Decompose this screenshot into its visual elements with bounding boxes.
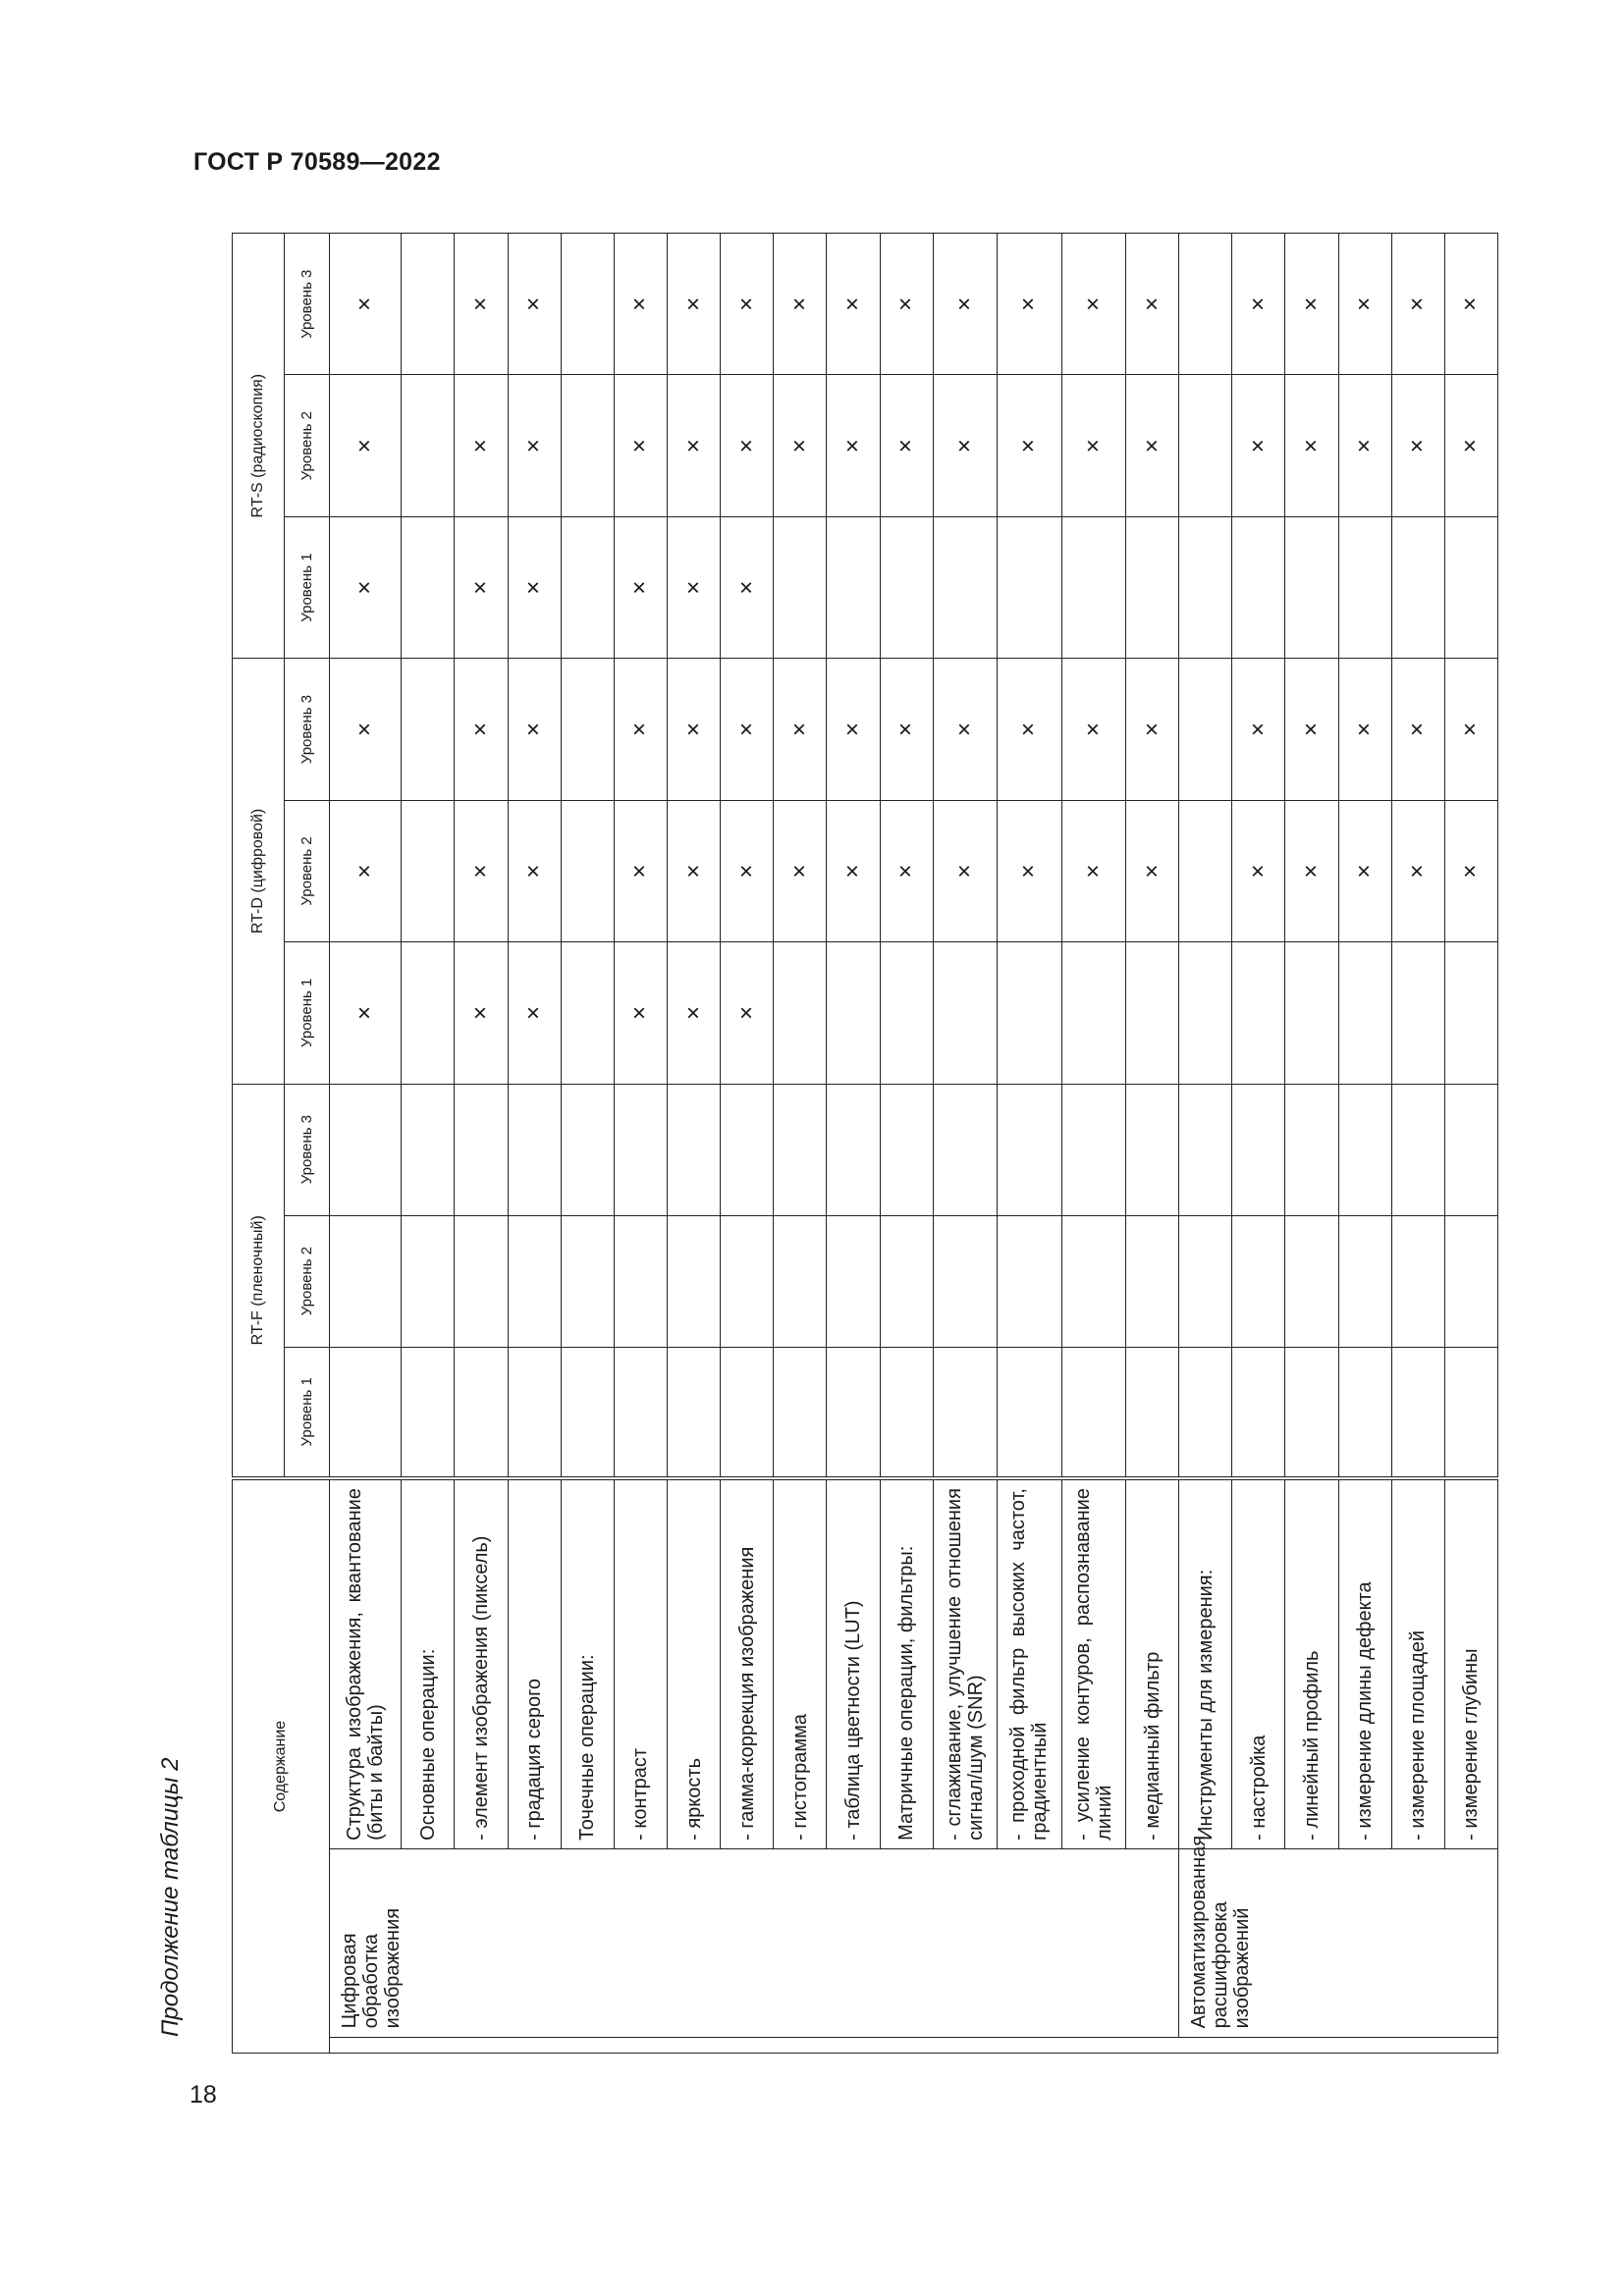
- level-mark-cell: ×: [1444, 375, 1497, 516]
- level-mark-cell: ×: [614, 800, 667, 941]
- table-row: [1338, 234, 1391, 2054]
- level-mark-cell: [1285, 942, 1338, 1084]
- level-mark-cell: ×: [774, 800, 827, 941]
- level-mark-cell: [1391, 1347, 1444, 1478]
- level-mark-cell: ×: [668, 800, 721, 941]
- level-mark-cell: ×: [1285, 375, 1338, 516]
- group-header-rtd: RT-D (цифровой): [233, 659, 285, 1084]
- table-row: [402, 234, 455, 2054]
- level-mark-cell: ×: [880, 659, 933, 800]
- level-mark-cell: ×: [1232, 234, 1285, 375]
- level-mark-cell: [721, 1084, 774, 1215]
- level-mark-cell: [1061, 942, 1125, 1084]
- level-mark-cell: ×: [1338, 800, 1391, 941]
- content-item: Матричные операции, фильтры:: [880, 1478, 933, 1848]
- level-mark-cell: ×: [880, 375, 933, 516]
- level-mark-cell: [1444, 1215, 1497, 1347]
- level-mark-cell: [402, 800, 455, 941]
- level-mark-cell: [668, 1215, 721, 1347]
- level-mark-cell: ×: [455, 942, 508, 1084]
- content-item: - гамма-коррекция изображения: [721, 1478, 774, 1848]
- level-mark-cell: ×: [998, 800, 1061, 941]
- level-mark-cell: [1179, 1084, 1232, 1215]
- level-mark-cell: [998, 1215, 1061, 1347]
- group-header-rts: RT-S (радиоскопия): [233, 234, 285, 659]
- level-mark-cell: [1444, 1347, 1497, 1478]
- level-mark-cell: [933, 1215, 997, 1347]
- level-mark-cell: ×: [1391, 234, 1444, 375]
- level-mark-cell: ×: [508, 516, 561, 658]
- level-mark-cell: ×: [668, 234, 721, 375]
- level-mark-cell: ×: [1061, 234, 1125, 375]
- level-header: Уровень 1: [285, 1347, 330, 1478]
- content-item: - таблица цветности (LUT): [827, 1478, 880, 1848]
- level-mark-cell: ×: [827, 800, 880, 941]
- level-mark-cell: [561, 942, 614, 1084]
- level-mark-cell: [1061, 1347, 1125, 1478]
- level-mark-cell: ×: [1444, 659, 1497, 800]
- table-row: [721, 234, 774, 2054]
- table-row: [1061, 234, 1125, 2054]
- level-mark-cell: [1338, 1215, 1391, 1347]
- level-mark-cell: ×: [508, 234, 561, 375]
- level-mark-cell: ×: [1444, 800, 1497, 941]
- table-row: [561, 234, 614, 2054]
- level-mark-cell: [933, 516, 997, 658]
- level-mark-cell: [1061, 1215, 1125, 1347]
- content-item: - сглаживание, улучшение отношения сигнал/шум (SNR): [933, 1478, 997, 1848]
- level-mark-cell: [1391, 942, 1444, 1084]
- level-header: Уровень 3: [285, 1084, 330, 1215]
- level-mark-cell: [1285, 1084, 1338, 1215]
- table-row: [1179, 234, 1232, 2054]
- content-item: - гистограмма: [774, 1478, 827, 1848]
- level-mark-cell: [880, 516, 933, 658]
- level-mark-cell: ×: [1232, 659, 1285, 800]
- level-mark-cell: [402, 659, 455, 800]
- level-mark-cell: [455, 1215, 508, 1347]
- level-mark-cell: [1285, 1347, 1338, 1478]
- category-cell: Цифровая обработка изображения: [330, 1848, 1179, 2038]
- table-row: [1444, 234, 1497, 2054]
- level-mark-cell: ×: [330, 942, 402, 1084]
- level-mark-cell: ×: [330, 516, 402, 658]
- level-mark-cell: [330, 1084, 402, 1215]
- level-mark-cell: [1391, 516, 1444, 658]
- level-mark-cell: ×: [1125, 659, 1178, 800]
- level-mark-cell: ×: [1338, 659, 1391, 800]
- level-mark-cell: [1338, 1084, 1391, 1215]
- level-mark-cell: [402, 516, 455, 658]
- level-mark-cell: ×: [668, 659, 721, 800]
- content-item: - проходной фильтр высоких частот, градиентный: [998, 1478, 1061, 1848]
- level-mark-cell: [1338, 516, 1391, 658]
- group-header-rtf: RT-F (пленочный): [233, 1084, 285, 1478]
- level-mark-cell: [1391, 1084, 1444, 1215]
- level-mark-cell: ×: [933, 659, 997, 800]
- level-mark-cell: ×: [668, 942, 721, 1084]
- table-row: [1391, 234, 1444, 2054]
- level-mark-cell: ×: [1061, 659, 1125, 800]
- level-mark-cell: ×: [1232, 375, 1285, 516]
- content-item: Структура изображения, квантование (биты и байты): [330, 1478, 402, 1848]
- level-mark-cell: [561, 800, 614, 941]
- level-mark-cell: ×: [880, 234, 933, 375]
- level-header: Уровень 2: [285, 375, 330, 516]
- level-mark-cell: [1232, 942, 1285, 1084]
- level-mark-cell: ×: [330, 234, 402, 375]
- level-mark-cell: ×: [933, 234, 997, 375]
- level-mark-cell: [1285, 1215, 1338, 1347]
- level-mark-cell: [774, 1084, 827, 1215]
- level-mark-cell: ×: [508, 942, 561, 1084]
- content-header: Содержание: [233, 1478, 330, 2053]
- level-mark-cell: ×: [508, 659, 561, 800]
- level-mark-cell: ×: [330, 659, 402, 800]
- level-mark-cell: [827, 1347, 880, 1478]
- level-mark-cell: ×: [1125, 800, 1178, 941]
- level-mark-cell: [998, 1084, 1061, 1215]
- level-mark-cell: ×: [1444, 234, 1497, 375]
- level-mark-cell: ×: [1232, 800, 1285, 941]
- level-mark-cell: ×: [1285, 659, 1338, 800]
- level-mark-cell: ×: [668, 516, 721, 658]
- level-mark-cell: [561, 234, 614, 375]
- level-mark-cell: [721, 1347, 774, 1478]
- level-mark-cell: [827, 942, 880, 1084]
- level-mark-cell: [402, 234, 455, 375]
- level-mark-cell: [330, 1347, 402, 1478]
- level-mark-cell: [998, 516, 1061, 658]
- level-mark-cell: ×: [721, 234, 774, 375]
- level-mark-cell: [330, 1215, 402, 1347]
- content-item: - настройка: [1232, 1478, 1285, 1848]
- level-mark-cell: ×: [827, 375, 880, 516]
- level-header: Уровень 1: [285, 942, 330, 1084]
- level-mark-cell: ×: [455, 516, 508, 658]
- level-mark-cell: [880, 1215, 933, 1347]
- level-mark-cell: ×: [508, 375, 561, 516]
- level-mark-cell: [1232, 1215, 1285, 1347]
- level-mark-cell: [455, 1347, 508, 1478]
- level-mark-cell: ×: [614, 516, 667, 658]
- level-mark-cell: ×: [933, 800, 997, 941]
- level-mark-cell: ×: [614, 942, 667, 1084]
- level-mark-cell: [774, 942, 827, 1084]
- rotated-table-wrapper: [232, 233, 1498, 2054]
- level-mark-cell: ×: [455, 800, 508, 941]
- level-mark-cell: [774, 1215, 827, 1347]
- table-row: [668, 234, 721, 2054]
- content-item: - элемент изображения (пиксель): [455, 1478, 508, 1848]
- table-row: [455, 234, 508, 2054]
- level-mark-cell: [1338, 1347, 1391, 1478]
- content-item: - градация серого: [508, 1478, 561, 1848]
- level-mark-cell: ×: [721, 800, 774, 941]
- table-row: [827, 234, 880, 2054]
- level-header: Уровень 2: [285, 800, 330, 941]
- qualification-table: [232, 233, 1498, 2054]
- level-mark-cell: [1179, 375, 1232, 516]
- standard-title: ГОСТ Р 70589—2022: [193, 148, 441, 176]
- level-mark-cell: [1338, 942, 1391, 1084]
- content-item: - медианный фильтр: [1125, 1478, 1178, 1848]
- level-mark-cell: ×: [721, 375, 774, 516]
- content-item: Инструменты для измерения:: [1179, 1478, 1232, 1848]
- level-mark-cell: [508, 1084, 561, 1215]
- level-mark-cell: [1232, 1347, 1285, 1478]
- content-item: - усиление контуров, распознавание линий: [1061, 1478, 1125, 1848]
- level-mark-cell: [614, 1347, 667, 1478]
- level-mark-cell: ×: [455, 659, 508, 800]
- level-mark-cell: ×: [1338, 234, 1391, 375]
- level-mark-cell: ×: [774, 659, 827, 800]
- level-mark-cell: [1444, 1084, 1497, 1215]
- content-item: - измерение площадей: [1391, 1478, 1444, 1848]
- level-mark-cell: ×: [827, 659, 880, 800]
- level-mark-cell: ×: [1061, 375, 1125, 516]
- level-mark-cell: [1125, 1215, 1178, 1347]
- table-row: [614, 234, 667, 2054]
- level-mark-cell: [668, 1347, 721, 1478]
- level-mark-cell: [561, 375, 614, 516]
- level-header: Уровень 3: [285, 659, 330, 800]
- level-mark-cell: [402, 1347, 455, 1478]
- level-mark-cell: [827, 1215, 880, 1347]
- content-item: - контраст: [614, 1478, 667, 1848]
- level-mark-cell: ×: [1125, 234, 1178, 375]
- level-mark-cell: [455, 1084, 508, 1215]
- level-mark-cell: [402, 1215, 455, 1347]
- level-mark-cell: [561, 1084, 614, 1215]
- level-mark-cell: ×: [668, 375, 721, 516]
- table-continuation-caption: Продолжение таблицы 2: [157, 1757, 184, 2037]
- level-mark-cell: ×: [721, 942, 774, 1084]
- table-row: [330, 234, 402, 2054]
- level-mark-cell: [1125, 942, 1178, 1084]
- level-mark-cell: [508, 1215, 561, 1347]
- level-mark-cell: [827, 1084, 880, 1215]
- table-row: [1125, 234, 1178, 2054]
- level-mark-cell: [774, 1347, 827, 1478]
- level-mark-cell: [880, 1084, 933, 1215]
- page-number: 18: [189, 2081, 217, 2109]
- level-mark-cell: ×: [721, 659, 774, 800]
- level-mark-cell: [774, 516, 827, 658]
- content-item: - измерение глубины: [1444, 1478, 1497, 1848]
- level-mark-cell: [998, 942, 1061, 1084]
- level-mark-cell: ×: [1338, 375, 1391, 516]
- level-mark-cell: ×: [455, 234, 508, 375]
- level-mark-cell: ×: [1391, 800, 1444, 941]
- level-mark-cell: [1125, 516, 1178, 658]
- level-mark-cell: [402, 375, 455, 516]
- level-mark-cell: ×: [774, 234, 827, 375]
- content-item: - линейный профиль: [1285, 1478, 1338, 1848]
- level-mark-cell: [933, 942, 997, 1084]
- level-mark-cell: [1179, 1347, 1232, 1478]
- level-header: Уровень 3: [285, 234, 330, 375]
- level-mark-cell: [508, 1347, 561, 1478]
- level-mark-cell: [1179, 800, 1232, 941]
- level-mark-cell: [1444, 942, 1497, 1084]
- level-mark-cell: ×: [1061, 800, 1125, 941]
- level-mark-cell: [880, 1347, 933, 1478]
- level-mark-cell: [880, 942, 933, 1084]
- spacer-column: [330, 2038, 1498, 2054]
- level-mark-cell: ×: [998, 659, 1061, 800]
- level-mark-cell: ×: [1285, 234, 1338, 375]
- level-mark-cell: [402, 942, 455, 1084]
- level-mark-cell: [561, 1347, 614, 1478]
- level-mark-cell: ×: [721, 516, 774, 658]
- content-item: - измерение длины дефекта: [1338, 1478, 1391, 1848]
- level-mark-cell: [1061, 1084, 1125, 1215]
- table-row: [933, 234, 997, 2054]
- level-mark-cell: ×: [330, 375, 402, 516]
- level-mark-cell: [721, 1215, 774, 1347]
- table-row: [1232, 234, 1285, 2054]
- level-mark-cell: ×: [880, 800, 933, 941]
- level-mark-cell: [1125, 1084, 1178, 1215]
- level-mark-cell: ×: [933, 375, 997, 516]
- level-mark-cell: [827, 516, 880, 658]
- level-mark-cell: ×: [774, 375, 827, 516]
- level-mark-cell: ×: [1125, 375, 1178, 516]
- level-mark-cell: [998, 1347, 1061, 1478]
- level-mark-cell: ×: [614, 375, 667, 516]
- level-mark-cell: [1179, 1215, 1232, 1347]
- level-mark-cell: [561, 1215, 614, 1347]
- table-body: [330, 234, 1498, 2054]
- table-row: [1285, 234, 1338, 2054]
- level-mark-cell: [933, 1084, 997, 1215]
- level-mark-cell: [1125, 1347, 1178, 1478]
- level-mark-cell: [1285, 516, 1338, 658]
- content-item: Основные операции:: [402, 1478, 455, 1848]
- level-mark-cell: [614, 1215, 667, 1347]
- table-row: [774, 234, 827, 2054]
- level-mark-cell: ×: [455, 375, 508, 516]
- content-item: Точечные операции:: [561, 1478, 614, 1848]
- level-header: Уровень 2: [285, 1215, 330, 1347]
- level-mark-cell: ×: [998, 234, 1061, 375]
- level-mark-cell: [1179, 234, 1232, 375]
- level-mark-cell: ×: [1391, 375, 1444, 516]
- level-mark-cell: ×: [614, 659, 667, 800]
- level-mark-cell: ×: [827, 234, 880, 375]
- level-mark-cell: ×: [1285, 800, 1338, 941]
- level-mark-cell: ×: [330, 800, 402, 941]
- level-mark-cell: [1179, 516, 1232, 658]
- level-mark-cell: [668, 1084, 721, 1215]
- level-mark-cell: [933, 1347, 997, 1478]
- level-mark-cell: [1444, 516, 1497, 658]
- table-row: [998, 234, 1061, 2054]
- level-mark-cell: [1232, 1084, 1285, 1215]
- table-row: [880, 234, 933, 2054]
- level-mark-cell: [1179, 659, 1232, 800]
- level-mark-cell: [1061, 516, 1125, 658]
- table-row: [508, 234, 561, 2054]
- level-mark-cell: ×: [998, 375, 1061, 516]
- content-item: - яркость: [668, 1478, 721, 1848]
- level-mark-cell: ×: [508, 800, 561, 941]
- category-cell: Автоматизированная расшифровка изображений: [1179, 1848, 1498, 2038]
- level-mark-cell: [402, 1084, 455, 1215]
- level-header: Уровень 1: [285, 516, 330, 658]
- level-mark-cell: [561, 659, 614, 800]
- level-mark-cell: ×: [614, 234, 667, 375]
- level-mark-cell: [614, 1084, 667, 1215]
- level-mark-cell: [1391, 1215, 1444, 1347]
- level-mark-cell: ×: [1391, 659, 1444, 800]
- level-mark-cell: [1179, 942, 1232, 1084]
- level-mark-cell: [1232, 516, 1285, 658]
- level-mark-cell: [561, 516, 614, 658]
